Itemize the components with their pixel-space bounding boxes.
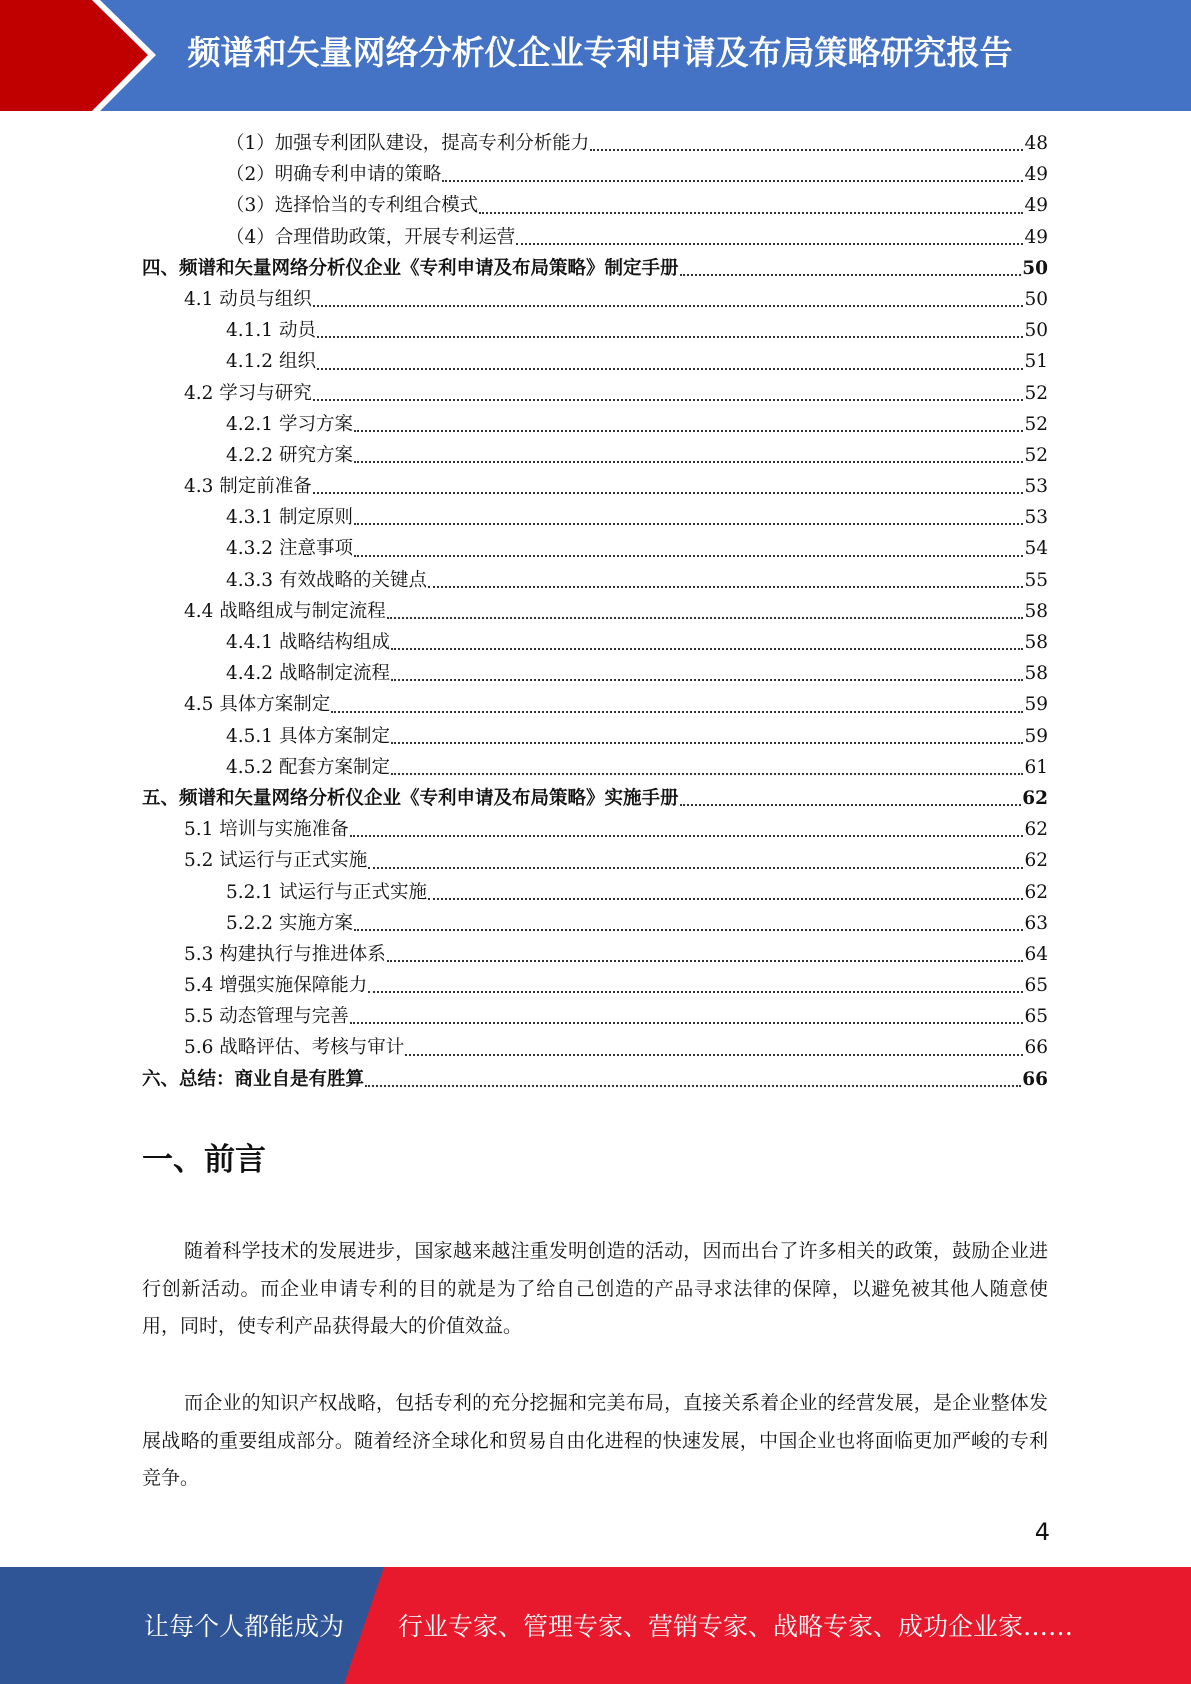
toc-entry-title: 4.3.1 制定原则 [226, 507, 353, 529]
toc-entry-page: 58 [1024, 632, 1048, 653]
toc-entry-page: 62 [1024, 850, 1048, 872]
toc-entry[interactable] [142, 814, 1048, 845]
toc-entry[interactable] [142, 627, 1048, 658]
toc-entry[interactable] [142, 565, 1048, 596]
section-heading: 一、前言 [142, 1142, 266, 1178]
toc-entry-page: 65 [1024, 1006, 1048, 1028]
header-banner [0, 0, 1191, 111]
toc-entry[interactable] [142, 502, 1048, 533]
toc-entry-page: 50 [1022, 257, 1048, 279]
toc-dot-leader [368, 991, 1023, 993]
toc-entry-title: 4.1.2 组织 [226, 351, 316, 373]
toc-dot-leader [680, 274, 1022, 276]
toc-entry-page: 62 [1024, 881, 1048, 903]
toc-entry-title: 四、频谱和矢量网络分析仪企业《专利申请及布局策略》制定手册 [142, 257, 679, 279]
toc-entry-title: （1）加强专利团队建设，提高专利分析能力 [226, 133, 590, 154]
toc-entry-title: （2）明确专利申请的策略 [226, 164, 442, 186]
toc-entry-title: 4.4.1 战略结构组成 [226, 632, 390, 653]
toc-entry[interactable] [142, 471, 1048, 502]
toc-entry-page: 64 [1024, 943, 1048, 965]
toc-entry[interactable] [142, 1064, 1048, 1095]
toc-dot-leader [428, 586, 1023, 588]
toc-entry[interactable] [142, 378, 1048, 409]
toc-entry-page: 55 [1024, 569, 1048, 591]
toc-entry-title: 4.3.2 注意事项 [226, 538, 353, 560]
toc-entry-page: 49 [1024, 195, 1048, 217]
toc-entry[interactable] [142, 190, 1048, 221]
toc-dot-leader [313, 305, 1024, 307]
toc-entry[interactable] [142, 939, 1048, 970]
toc-entry[interactable] [142, 752, 1048, 783]
body-paragraph: 随着科学技术的发展进步，国家越来越注重发明创造的活动，因而出台了许多相关的政策，鼓励企业进行创新活动。而企业申请专利的目的就是为了给自己创造的产品寻求法律的保障，以避免被其他人随意使用，同时，使专利产品获得最大的价值效益。 [142, 1240, 1048, 1337]
toc-entry-title: 4.1.1 动员 [226, 320, 316, 342]
toc-entry[interactable] [142, 222, 1048, 253]
toc-dot-leader [391, 679, 1023, 681]
toc-entry-page: 49 [1024, 226, 1048, 248]
toc-dot-leader [354, 461, 1024, 463]
document-title: 频谱和矢量网络分析仪企业专利申请及布局策略研究报告 [187, 33, 1013, 72]
toc-dot-leader [313, 399, 1024, 401]
toc-dot-leader [479, 212, 1023, 214]
toc-dot-leader [350, 835, 1024, 837]
toc-entry[interactable] [142, 721, 1048, 752]
toc-entry-title: 4.5.2 配套方案制定 [226, 756, 390, 778]
toc-dot-leader [405, 1054, 1023, 1056]
toc-dot-leader [354, 555, 1024, 557]
toc-entry[interactable] [142, 159, 1048, 190]
toc-entry-page: 50 [1024, 320, 1048, 342]
toc-entry-page: 53 [1024, 507, 1048, 529]
toc-dot-leader [442, 180, 1023, 182]
toc-entry-page: 53 [1024, 476, 1048, 498]
toc-entry[interactable] [142, 409, 1048, 440]
body-paragraph: 而企业的知识产权战略，包括专利的充分挖掘和完美布局，直接关系着企业的经营发展，是企业整体发展战略的重要组成部分。随着经济全球化和贸易自由化进程的快速发展，中国企业也将面临更加严峻的专利竞争。 [142, 1392, 1048, 1489]
toc-dot-leader [313, 492, 1024, 494]
toc-entry-page: 59 [1024, 725, 1048, 747]
footer-banner [0, 1567, 1191, 1684]
toc-entry[interactable] [142, 284, 1048, 315]
toc-entry[interactable] [142, 128, 1048, 159]
toc-dot-leader [354, 523, 1024, 525]
toc-entry-title: 4.4.2 战略制定流程 [226, 663, 390, 685]
toc-dot-leader [428, 898, 1023, 900]
toc-dot-leader [391, 742, 1023, 744]
toc-entry-page: 66 [1024, 1037, 1048, 1059]
toc-entry-title: 4.2.1 学习方案 [226, 413, 353, 435]
toc-entry-page: 52 [1024, 444, 1048, 466]
toc-entry-page: 62 [1024, 819, 1048, 841]
toc-entry-page: 58 [1024, 663, 1048, 685]
toc-entry[interactable] [142, 845, 1048, 876]
toc-dot-leader [354, 430, 1024, 432]
toc-entry[interactable] [142, 908, 1048, 939]
toc-entry[interactable] [142, 596, 1048, 627]
toc-entry-page: 50 [1024, 288, 1048, 310]
toc-entry-title: 4.4 战略组成与制定流程 [184, 600, 386, 622]
toc-entry-title: 4.1 动员与组织 [184, 288, 312, 310]
toc-entry-title: 5.5 动态管理与完善 [184, 1006, 349, 1028]
toc-dot-leader [391, 773, 1023, 775]
toc-entry-title: 六、总结：商业自是有胜算 [142, 1068, 365, 1090]
toc-entry-page: 62 [1022, 787, 1048, 809]
toc-entry-page: 54 [1024, 538, 1048, 560]
toc-dot-leader [516, 243, 1023, 245]
toc-entry-title: （4）合理借助政策，开展专利运营 [226, 226, 516, 248]
toc-entry-page: 51 [1024, 351, 1048, 373]
toc-dot-leader [387, 960, 1024, 962]
toc-entry[interactable] [142, 689, 1048, 720]
toc-entry[interactable] [142, 658, 1048, 689]
toc-entry[interactable] [142, 440, 1048, 471]
toc-entry[interactable] [142, 783, 1048, 814]
toc-entry-title: 4.5 具体方案制定 [184, 694, 331, 716]
toc-entry[interactable] [142, 315, 1048, 346]
toc-entry[interactable] [142, 970, 1048, 1001]
toc-dot-leader [365, 1085, 1021, 1087]
toc-entry[interactable] [142, 346, 1048, 377]
toc-entry-title: 5.2.1 试运行与正式实施 [226, 881, 427, 903]
toc-entry-page: 66 [1022, 1068, 1048, 1090]
toc-entry-page: 52 [1024, 382, 1048, 404]
toc-dot-leader [368, 867, 1023, 869]
toc-entry-title: 4.2 学习与研究 [184, 382, 312, 404]
toc-entry-title: 5.4 增强实施保障能力 [184, 975, 368, 997]
toc-entry-title: 4.3 制定前准备 [184, 476, 312, 498]
toc-entry[interactable] [142, 1032, 1048, 1063]
toc-entry-title: 5.2 试运行与正式实施 [184, 850, 368, 872]
toc-entry-title: 4.2.2 研究方案 [226, 444, 353, 466]
toc-entry-page: 58 [1024, 600, 1048, 622]
toc-dot-leader [590, 149, 1023, 151]
toc-entry-title: 4.3.3 有效战略的关键点 [226, 569, 427, 591]
toc-entry-title: 5.6 战略评估、考核与审计 [184, 1037, 405, 1059]
toc-entry-page: 48 [1024, 133, 1048, 154]
toc-entry-page: 65 [1024, 975, 1048, 997]
toc-entry-title: 5.2.2 实施方案 [226, 912, 353, 934]
toc-entry-title: （3）选择恰当的专利组合模式 [226, 195, 479, 217]
toc-entry[interactable] [142, 533, 1048, 564]
footer-slogan-right: 行业专家、管理专家、营销专家、战略专家、成功企业家…… [398, 1612, 1074, 1641]
toc-entry[interactable] [142, 253, 1048, 284]
toc-entry-title: 4.5.1 具体方案制定 [226, 725, 390, 747]
toc-dot-leader [331, 711, 1023, 713]
toc-entry[interactable] [142, 877, 1048, 908]
toc-entry[interactable] [142, 1001, 1048, 1032]
toc-entry-page: 59 [1024, 694, 1048, 716]
toc-entry-page: 52 [1024, 413, 1048, 435]
toc-entry-title: 5.3 构建执行与推进体系 [184, 943, 386, 965]
page-number: 4 [1034, 1518, 1050, 1546]
toc-dot-leader [350, 1022, 1024, 1024]
toc-dot-leader [317, 336, 1024, 338]
toc-dot-leader [680, 804, 1022, 806]
toc-entry-page: 63 [1024, 912, 1048, 934]
toc-dot-leader [387, 617, 1024, 619]
toc-entry-page: 49 [1024, 164, 1048, 186]
toc-entry-title: 五、频谱和矢量网络分析仪企业《专利申请及布局策略》实施手册 [142, 787, 679, 809]
footer-slogan-left: 让每个人都能成为 [144, 1612, 345, 1641]
toc-entry-title: 5.1 培训与实施准备 [184, 819, 349, 841]
toc-dot-leader [354, 929, 1024, 931]
toc-dot-leader [391, 648, 1023, 650]
toc-dot-leader [317, 368, 1024, 370]
toc-entry-page: 61 [1024, 756, 1048, 778]
table-of-contents [142, 128, 1048, 1095]
